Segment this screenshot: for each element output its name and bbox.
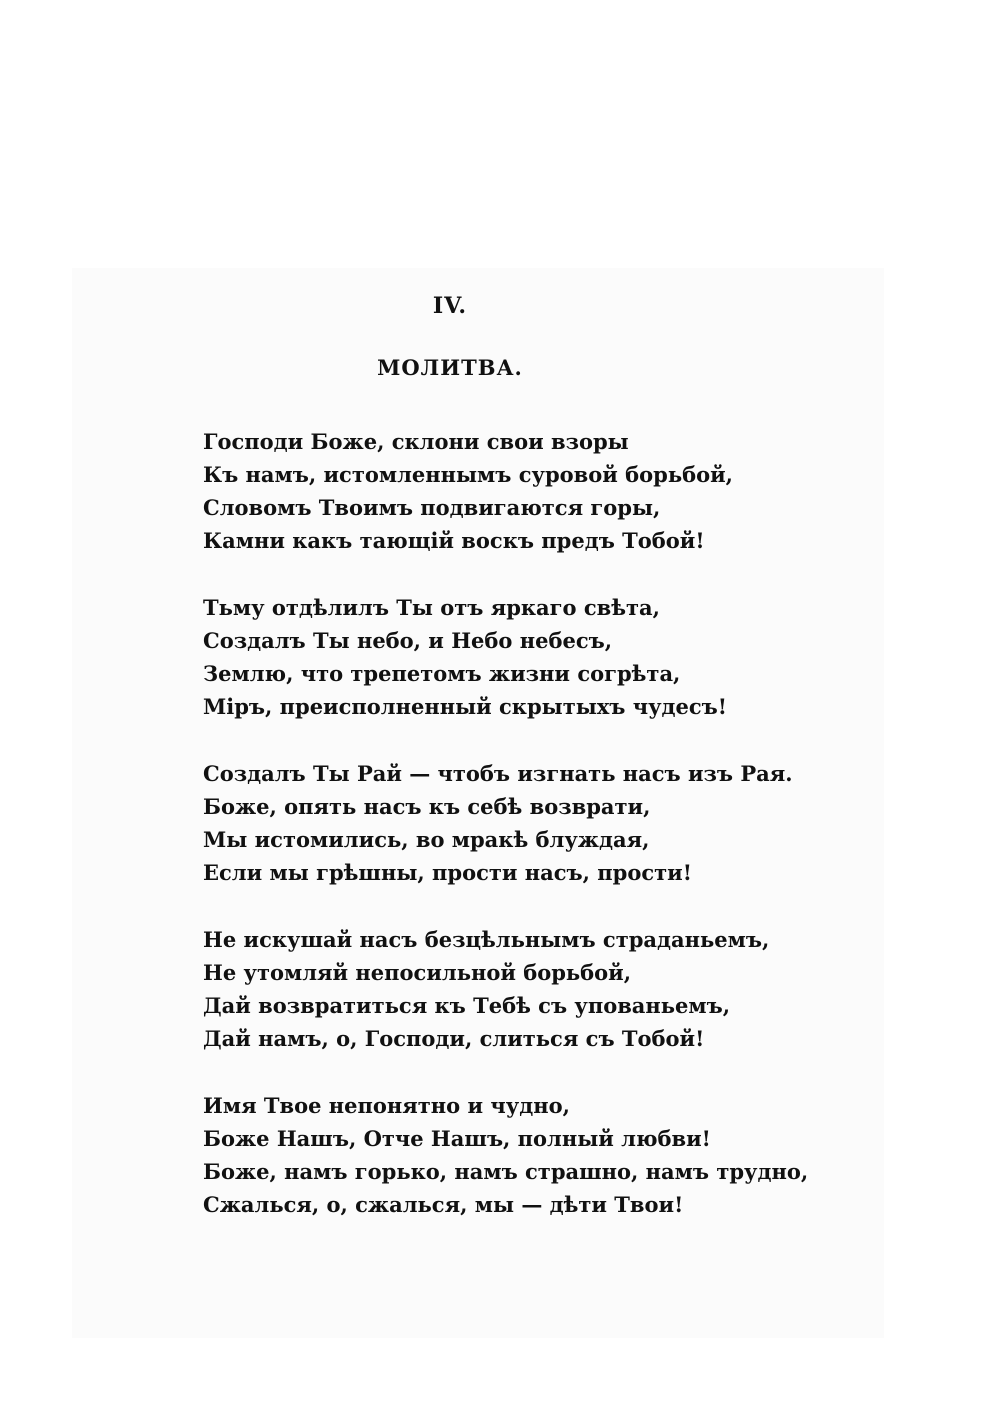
poem-line: Не утомляй непосильной борьбой, <box>203 960 632 985</box>
poem-line: Дай намъ, о, Господи, слиться съ Тобой! <box>203 1026 705 1051</box>
poem-line: Господи Боже, склони свои взоры <box>203 429 629 454</box>
poem-line: Тьму отдѣлилъ Ты отъ яркаго свѣта, <box>203 595 660 620</box>
poem-line: Имя Твое непонятно и чудно, <box>203 1093 570 1118</box>
poem-line: Боже, намъ горько, намъ страшно, намъ трудно, <box>203 1159 809 1184</box>
poem-line: Боже, опять насъ къ себѣ возврати, <box>203 794 651 819</box>
poem-body <box>203 425 843 1255</box>
stanza <box>203 425 843 557</box>
poem-line: Сжалься, о, сжалься, мы — дѣти Твои! <box>203 1192 684 1217</box>
poem-line: Дай возвратиться къ Тебѣ съ упованьемъ, <box>203 993 731 1018</box>
poem-line: Міръ, преисполненный скрытыхъ чудесъ! <box>203 694 727 719</box>
poem-line: Словомъ Твоимъ подвигаются горы, <box>203 495 661 520</box>
poem-line: Землю, что трепетомъ жизни согрѣта, <box>203 661 681 686</box>
poem-line: Создалъ Ты небо, и Небо небесъ, <box>203 628 613 653</box>
poem-line: Создалъ Ты Рай — чтобъ изгнать насъ изъ Рая. <box>203 761 793 786</box>
poem-line: Боже Нашъ, Отче Нашъ, полный любви! <box>203 1126 711 1151</box>
poem-title: МОЛИТВА. <box>377 355 523 380</box>
stanza <box>203 757 843 889</box>
poem-line: Не искушай насъ безцѣльнымъ страданьемъ, <box>203 927 770 952</box>
section-numeral: IV. <box>432 293 468 319</box>
poem-line: Если мы грѣшны, прости насъ, прости! <box>203 860 692 885</box>
poem-line: Камни какъ тающій воскъ предъ Тобой! <box>203 528 705 553</box>
poem-line: Къ намъ, истомленнымъ суровой борьбой, <box>203 462 733 487</box>
poem-line: Мы истомились, во мракѣ блуждая, <box>203 827 650 852</box>
stanza <box>203 1089 843 1221</box>
stanza <box>203 591 843 723</box>
stanza <box>203 923 843 1055</box>
